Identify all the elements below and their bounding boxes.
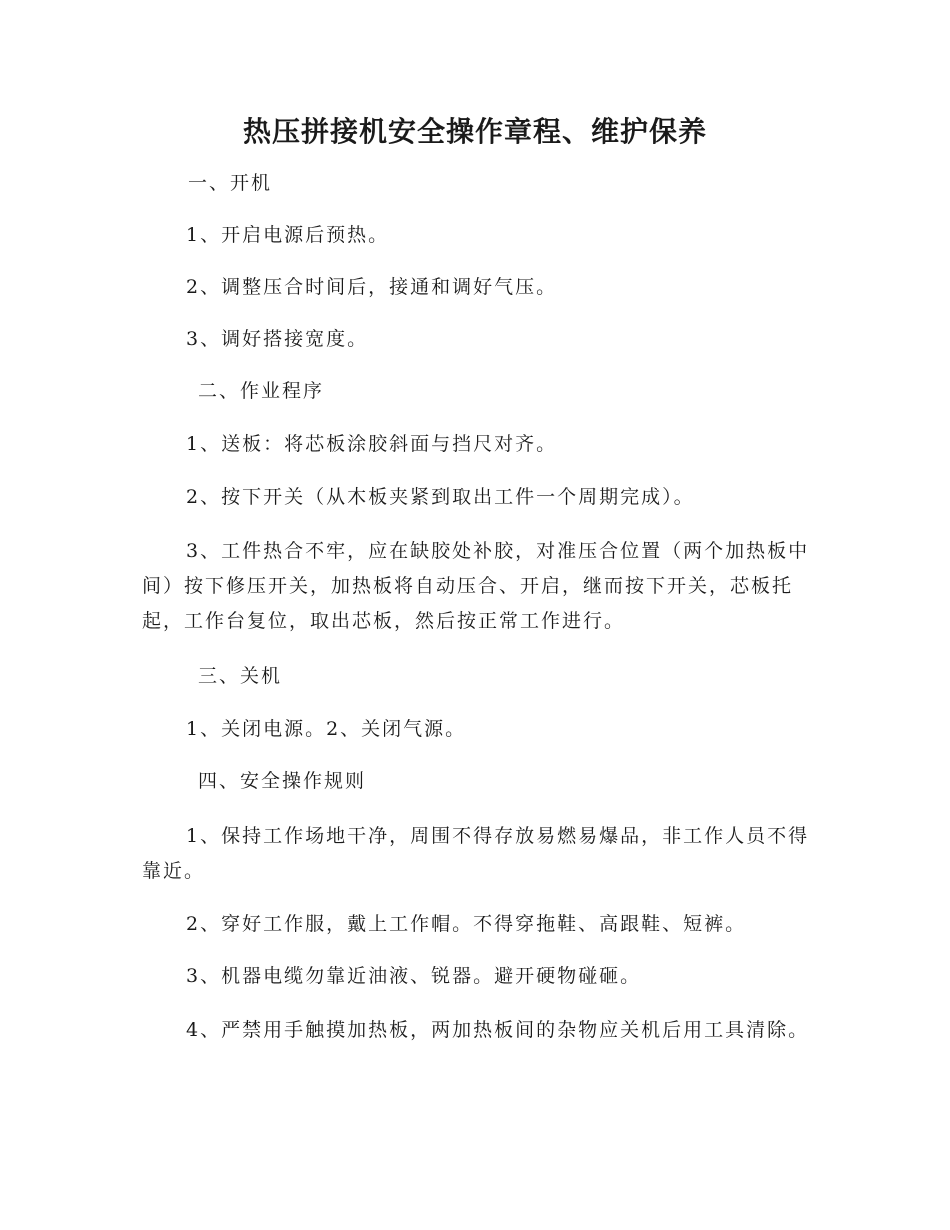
paragraph: 3、机器电缆勿靠近油液、锐器。避开硬物碰砸。 — [186, 965, 642, 987]
paragraph: 3、调好搭接宽度。 — [186, 328, 369, 350]
paragraph: 2、按下开关（从木板夹紧到取出工件一个周期完成）。 — [186, 486, 695, 508]
paragraph: 1、关闭电源。2、关闭气源。 — [186, 718, 467, 740]
document-title: 热压拼接机安全操作章程、维护保养 — [242, 115, 707, 148]
paragraph: 3、工件热合不牢，应在缺胶处补胶，对准压合位置（两个加热板中间）按下修压开关，加热板将自动压合、开启，继而按下开关，芯板托起，工作台复位，取出芯板，然后按正常工作进行。 — [142, 540, 810, 632]
section-heading-procedure: 二、作业程序 — [198, 380, 325, 402]
paragraph: 1、送板：将芯板涂胶斜面与挡尺对齐。 — [186, 433, 558, 455]
paragraph: 2、调整压合时间后，接通和调好气压。 — [186, 276, 558, 298]
paragraph: 1、保持工作场地干净，周围不得存放易燃易爆品，非工作人员不得靠近。 — [142, 825, 810, 882]
paragraph: 4、严禁用手触摸加热板，两加热板间的杂物应关机后用工具清除。 — [186, 1019, 810, 1041]
paragraph: 1、开启电源后预热。 — [186, 224, 390, 246]
paragraph: 2、穿好工作服，戴上工作帽。不得穿拖鞋、高跟鞋、短裤。 — [186, 913, 747, 935]
section-heading-shutdown: 三、关机 — [198, 665, 283, 687]
section-heading-start: 一、开机 — [188, 172, 273, 194]
section-heading-safety: 四、安全操作规则 — [198, 770, 367, 792]
